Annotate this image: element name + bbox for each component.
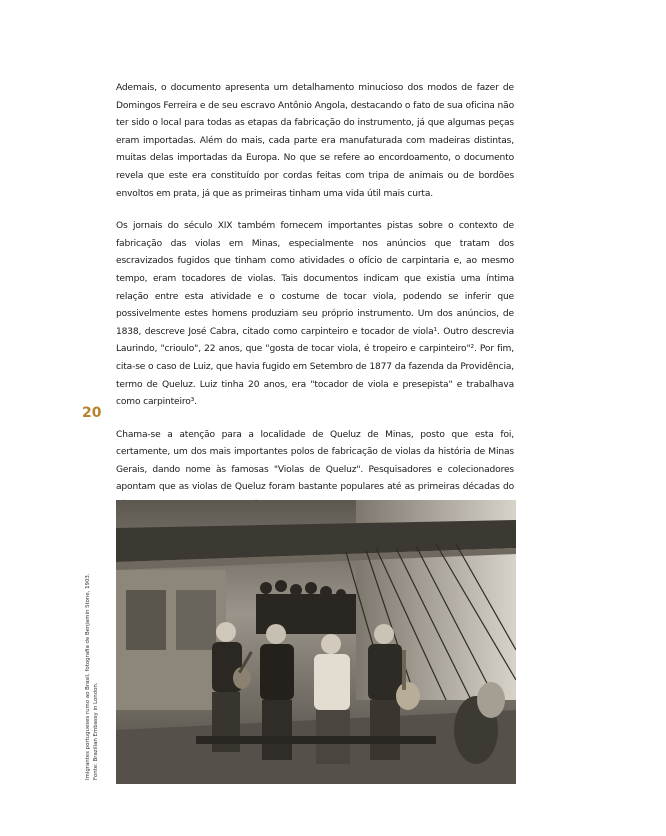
paragraph-1: Ademais, o documento apresenta um detalhamento minucioso dos modos de fazer de Domingos Ferreira e de seu escravo Antônio Angola, destacando o fato de sua oficina não ter sido o local para todas as etapas da fabricação do instrumento, já que algumas peças eram importadas. Além do mais, cada parte era manufaturada com madeiras distintas, muitas delas importadas da Europa. No que se refere ao encordoamento, o documento revela que este era constituído por cordas feitas com tripa de animais ou de bordões envoltos em prata, já que as primeiras tinham uma vida útil mais curta. [116,83,514,199]
paragraph-3: Chama-se a atenção para a localidade de Queluz de Minas, posto que esta foi, certamente, um dos mais importantes polos de fabricação de violas da história de Minas Gerais, dando nome às famosas "Violas de Queluz". Pesquisadores e colecionadores apontam que as violas de Queluz foram bastante populares até as primeiras décadas do [116,429,514,493]
historic-photo [116,500,516,784]
body-text [116,80,514,565]
photo-caption [84,573,100,780]
caption-line-1: Imigrantes portugueses rumo ao Brasil, fotografia de Benjamin Stone, 1903. [85,573,91,780]
paragraph-2: Os jornais do século XIX também fornecem importantes pistas sobre o contexto de fabricação das violas em Minas, especialmente nos anúncios que tratam dos escravizados fugidos que tinham como atividades o ofício de carpintaria e, ao mesmo tempo, eram tocadores de violas. Tais documentos indicam que existia uma íntima relação entre esta atividade e o costume de tocar viola, podendo se inferir que possivelmente estes homens produziam seu próprio instrumento. Um dos anúncios, de 1838, descreve José Cabra, citado como carpinteiro e tocador de viola¹. Outro descrevia Laurindo, "crioulo", 22 anos, que "gosta de tocar viola, é tropeiro e carpinteiro"². Por fim, cita-se o caso de Luiz, que havia fugido em Setembro de 1877 da fazenda da Providência, termo de Queluz. Luiz tinha 20 anos, era "tocador de viola e presepista" e trabalhava como carpinteiro³. [116,221,514,408]
caption-line-2: Fonte: Brazilian Embassy in London. [93,682,99,780]
page-number: 20 [82,405,102,421]
photo-image [116,500,516,784]
